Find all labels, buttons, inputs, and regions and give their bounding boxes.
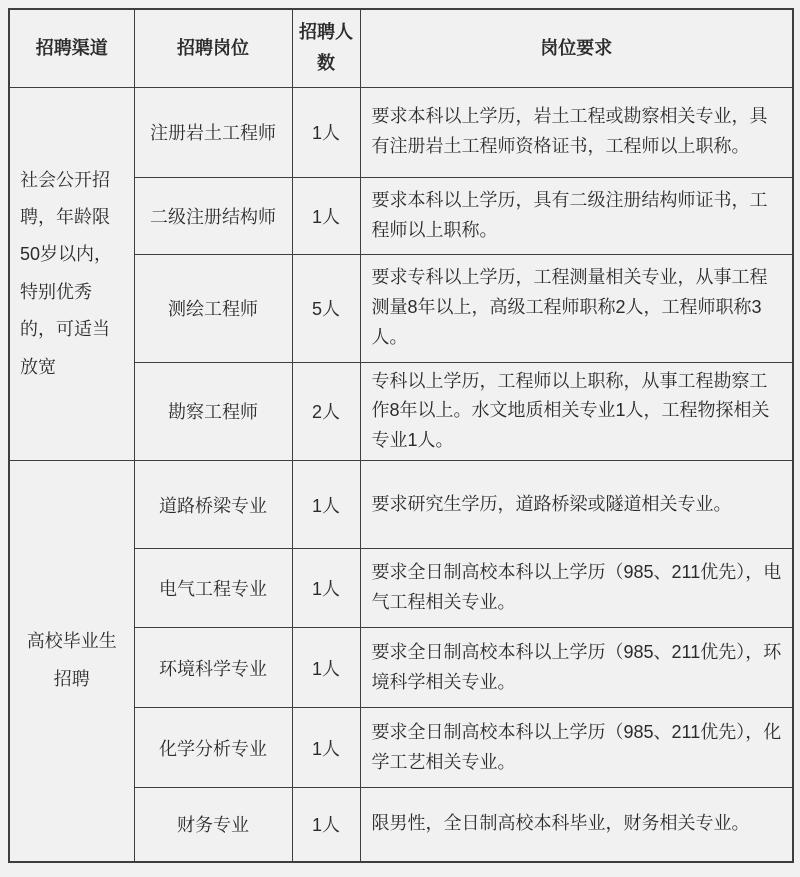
- count-cell: 1人: [292, 788, 360, 862]
- table-row: [9, 87, 793, 177]
- requirements-cell: 要求专科以上学历，工程测量相关专业，从事工程测量8年以上，高级工程师职称2人，工程师职称3人。: [360, 254, 793, 362]
- requirements-cell: 专科以上学历，工程师以上职称，从事工程勘察工作8年以上。水文地质相关专业1人，工程物探相关专业1人。: [360, 362, 793, 461]
- count-cell: 1人: [292, 177, 360, 254]
- requirements-cell: 要求全日制高校本科以上学历（985、211优先），电气工程相关专业。: [360, 549, 793, 628]
- requirements-cell: 要求全日制高校本科以上学历（985、211优先），环境科学相关专业。: [360, 628, 793, 708]
- position-cell: 财务专业: [134, 788, 292, 862]
- count-cell: 1人: [292, 549, 360, 628]
- count-cell: 5人: [292, 254, 360, 362]
- requirements-cell: 要求本科以上学历，具有二级注册结构师证书，工程师以上职称。: [360, 177, 793, 254]
- position-cell: 二级注册结构师: [134, 177, 292, 254]
- requirements-cell: 要求全日制高校本科以上学历（985、211优先），化学工艺相关专业。: [360, 708, 793, 788]
- count-cell: 1人: [292, 628, 360, 708]
- channel-cell-graduates: 高校毕业生招聘: [9, 461, 134, 862]
- position-cell: 注册岩土工程师: [134, 87, 292, 177]
- count-cell: 1人: [292, 708, 360, 788]
- table-row: [9, 461, 793, 549]
- count-cell: 2人: [292, 362, 360, 461]
- header-requirements: 岗位要求: [360, 9, 793, 87]
- header-channel: 招聘渠道: [9, 9, 134, 87]
- channel-cell-social: 社会公开招聘，年龄限50岁以内，特别优秀的，可适当放宽: [9, 87, 134, 461]
- header-position: 招聘岗位: [134, 9, 292, 87]
- header-row: [9, 9, 793, 87]
- position-cell: 道路桥梁专业: [134, 461, 292, 549]
- recruitment-table: [8, 8, 794, 863]
- requirements-cell: 要求本科以上学历，岩土工程或勘察相关专业，具有注册岩土工程师资格证书，工程师以上职称。: [360, 87, 793, 177]
- position-cell: 测绘工程师: [134, 254, 292, 362]
- position-cell: 电气工程专业: [134, 549, 292, 628]
- position-cell: 勘察工程师: [134, 362, 292, 461]
- count-cell: 1人: [292, 87, 360, 177]
- requirements-cell: 要求研究生学历，道路桥梁或隧道相关专业。: [360, 461, 793, 549]
- count-cell: 1人: [292, 461, 360, 549]
- header-count: 招聘人数: [292, 9, 360, 87]
- position-cell: 化学分析专业: [134, 708, 292, 788]
- position-cell: 环境科学专业: [134, 628, 292, 708]
- requirements-cell: 限男性，全日制高校本科毕业，财务相关专业。: [360, 788, 793, 862]
